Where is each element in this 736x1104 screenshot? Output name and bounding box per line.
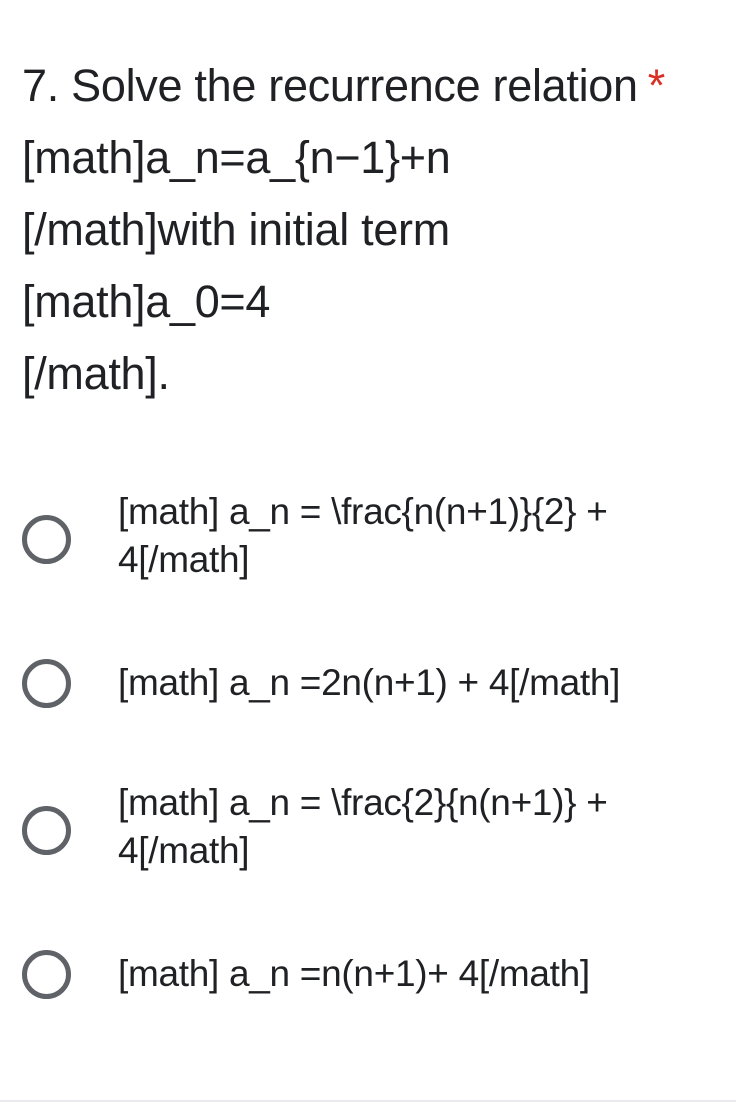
answer-option-2[interactable]	[22, 655, 728, 713]
question-line: [math]a_0=4	[22, 276, 271, 327]
answer-option-1[interactable]	[22, 482, 728, 592]
radio-button-icon[interactable]	[22, 659, 71, 708]
question-title: 7. Solve the recurrence relation	[22, 60, 638, 111]
bottom-divider	[0, 1100, 736, 1102]
answer-option-3[interactable]	[22, 773, 728, 883]
required-asterisk: *	[647, 60, 665, 111]
option-label: [math] a_n = \frac{n(n+1)}{2} + 4[/math]	[118, 491, 608, 580]
question-line: [/math]with initial term	[22, 204, 450, 255]
question-title-line	[22, 50, 722, 122]
option-label: [math] a_n = \frac{2}{n(n+1)} + 4[/math]	[118, 782, 608, 871]
radio-button-icon[interactable]	[22, 806, 71, 855]
question-text	[22, 50, 722, 410]
radio-button-icon[interactable]	[22, 515, 71, 564]
answer-option-4[interactable]	[22, 946, 728, 1004]
question-line: [math]a_n=a_{n−1}+n	[22, 132, 451, 183]
radio-button-icon[interactable]	[22, 950, 71, 999]
option-label: [math] a_n =2n(n+1) + 4[/math]	[118, 662, 621, 703]
question-line: [/math].	[22, 348, 170, 399]
option-label: [math] a_n =n(n+1)+ 4[/math]	[118, 953, 590, 994]
